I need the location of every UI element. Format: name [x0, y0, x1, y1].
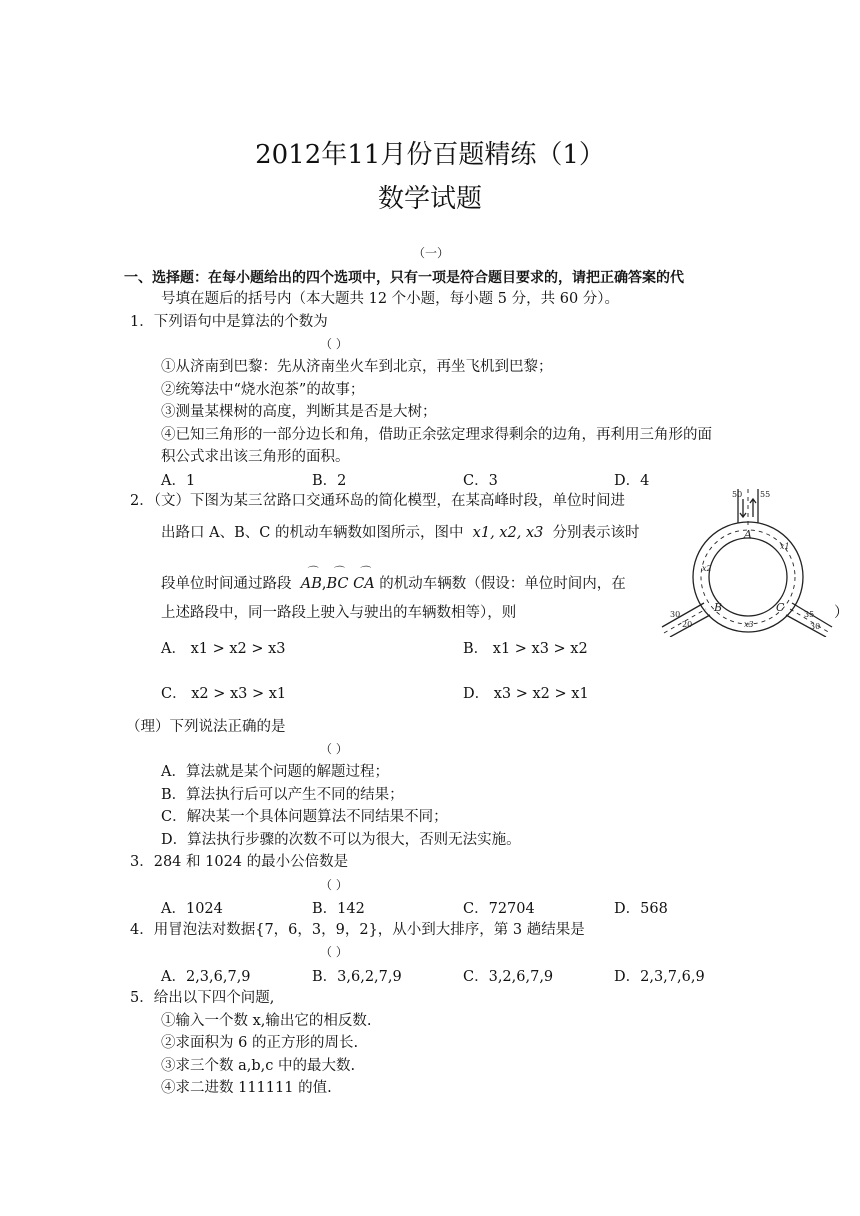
arc-ab: ⌒ AB: [301, 574, 322, 594]
arc-bc: ⌒ BC: [326, 574, 348, 594]
fig-top-out: 55: [760, 490, 771, 499]
q5-item-2: ②求面积为 6 的正方形的周长.: [161, 1035, 359, 1051]
q2-li-option-b: B．算法执行后可以产生不同的结果；: [161, 787, 404, 803]
q2-stem-line4: 上述路段中，同一路段上驶入与驶出的车辆数相等），则: [161, 605, 517, 621]
q2-vars: x1, x2, x3: [472, 525, 544, 541]
q4-option-a: A．2,3,6,7,9: [161, 969, 251, 985]
q2-option-d: D． x3 > x2 > x1: [463, 686, 589, 702]
q2-stem-line3-a: 段单位时间通过路段: [161, 576, 292, 592]
fig-x2: x2: [702, 564, 712, 573]
q1-answer-bracket: （ ）: [320, 337, 348, 351]
q4-option-c: C．3,2,6,7,9: [463, 969, 554, 985]
q1-option-b: B．2: [312, 473, 347, 489]
fig-node-a: A: [744, 528, 752, 541]
q2-li-option-d: D．算法执行步骤的次数不可以为很大，否则无法实施。: [161, 832, 521, 848]
q2-option-c: C． x2 > x3 > x1: [161, 686, 287, 702]
q4-option-b: B．3,6,2,7,9: [312, 969, 402, 985]
q3-option-a: A．1024: [161, 901, 223, 917]
fig-left-in: 30: [670, 610, 681, 619]
fig-top-in: 50: [732, 490, 743, 499]
fig-node-b: B: [714, 601, 723, 614]
fig-x3: x3: [744, 620, 754, 629]
q2-li-bracket: （ ）: [320, 742, 348, 756]
q5-item-4: ④求二进数 111111 的值.: [161, 1080, 332, 1096]
q3-stem: 3．284 和 1024 的最小公倍数是: [130, 854, 349, 870]
q2-li-stem: （理）下列说法正确的是: [126, 719, 286, 735]
q4-stem: 4．用冒泡法对数据{7，6，3，9，2}，从小到大排序，第 3 趟结果是: [130, 922, 585, 938]
section-heading-line1: 一、选择题：在每小题给出的四个选项中，只有一项是符合题目要求的，请把正确答案的代: [124, 270, 684, 286]
q2-li-option-c: C．解决某一个具体问题算法不同结果不同；: [161, 809, 448, 825]
q2-li-option-a: A．算法就是某个问题的解题过程；: [161, 764, 389, 780]
q2-bracket-close: ）: [834, 605, 849, 621]
q2-stem-line2-a: 出路口 A、B、C 的机动车辆数如图所示，图中: [161, 525, 464, 541]
q2-stem-line2-b: 分别表示该时: [552, 525, 640, 541]
q2-stem-line1: 2．（文）下图为某三岔路口交通环岛的简化模型，在某高峰时段，单位时间进: [130, 493, 625, 509]
q5-stem: 5．给出以下四个问题,: [130, 990, 275, 1006]
q2-stem-line3: 段单位时间通过路段 ⌒ AB,⌒ BC ⌒ CA 的机动车辆数（假设：单位时间内，在: [161, 574, 626, 594]
arc-ca: ⌒ CA: [353, 574, 375, 594]
q2-option-b: B． x1 > x3 > x2: [463, 641, 588, 657]
q1-item-4-cont: 积公式求出该三角形的面积。: [161, 449, 350, 465]
q1-item-3: ③测量某棵树的高度，判断其是否是大树；: [161, 404, 437, 420]
fig-node-c: C: [776, 601, 785, 614]
q4-option-d: D．2,3,7,6,9: [614, 969, 705, 985]
page-title: 2012年11月份百题精练（1）: [255, 140, 605, 170]
q3-option-c: C．72704: [463, 901, 535, 917]
q4-answer-bracket: （ ）: [320, 945, 348, 959]
q1-item-2: ②统筹法中“烧水泡茶”的故事；: [161, 382, 365, 398]
q1-stem: 1．下列语句中是算法的个数为: [130, 314, 328, 330]
q2-option-a: A． x1 > x2 > x3: [161, 641, 286, 657]
q5-item-1: ①输入一个数 x,输出它的相反数.: [161, 1013, 372, 1029]
page-subtitle: 数学试题: [377, 184, 482, 214]
fig-x1: x1: [780, 542, 790, 551]
roundabout-figure: [660, 487, 836, 637]
q2-stem-line2: [161, 523, 640, 543]
fig-right-in: 35: [804, 610, 815, 619]
q3-option-b: B．142: [312, 901, 365, 917]
q1-item-4: ④已知三角形的一部分边长和角，借助正余弦定理求得剩余的边角，再利用三角形的面: [161, 427, 712, 443]
q1-option-c: C．3: [463, 473, 498, 489]
q1-option-d: D．4: [614, 473, 650, 489]
fig-right-out: 30: [810, 622, 821, 631]
part-label: （一）: [413, 246, 450, 260]
q5-item-3: ③求三个数 a,b,c 中的最大数.: [161, 1058, 356, 1074]
q3-answer-bracket: （ ）: [320, 878, 348, 892]
fig-left-out: 20: [682, 620, 693, 629]
q2-stem-line3-b: 的机动车辆数（假设：单位时间内，在: [379, 576, 626, 592]
section-heading-line2: 号填在题后的括号内（本大题共 12 个小题，每小题 5 分，共 60 分）。: [161, 291, 620, 307]
q1-option-a: A．1: [161, 473, 196, 489]
q1-item-1: ①从济南到巴黎：先从济南坐火车到北京，再坐飞机到巴黎；: [161, 359, 553, 375]
q3-option-d: D．568: [614, 901, 668, 917]
